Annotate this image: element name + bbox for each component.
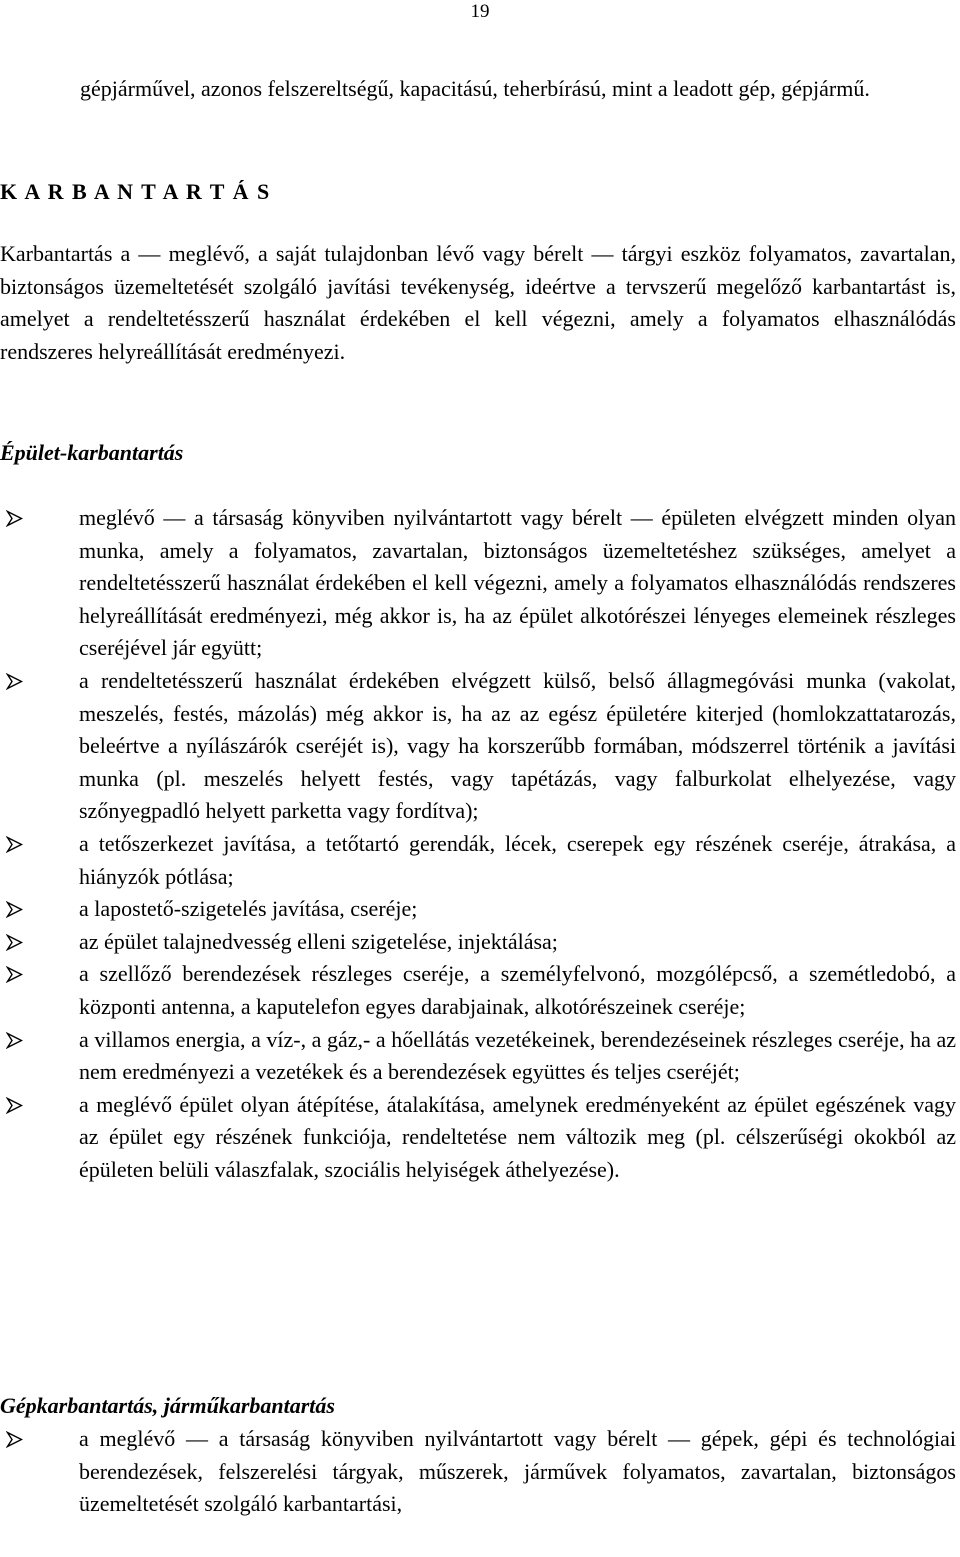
list-item-text: a rendeltetésszerű használat érdekében elvégzett külső, belső állagmegóvási munka (vakolat, meszelés, festés, mázolás) még akkor is, ha az az egész épületére kiterjed (homlokzattatarozás, beleértve a nyílászárók cseréjét is), vagy ha korszerűbb formában, módszerrel történik a javítási munka (pl. meszelés helyett festés, vagy tapétázás, vagy falburkolat elhelyezése, vagy szőnyegpadló helyett parketta vagy fordítva); — [79, 667, 956, 824]
list-item — [0, 926, 956, 959]
list-item — [0, 502, 956, 665]
arrowhead-bullet-icon — [6, 901, 23, 918]
arrowhead-bullet-icon — [6, 966, 23, 983]
page-number: 19 — [470, 1, 490, 22]
list-item — [0, 1089, 956, 1187]
arrowhead-bullet-icon — [6, 673, 23, 690]
list-item-text: a meglévő épület olyan átépítése, átalakítása, amelynek eredményeként az épület egészének vagy az épület egy részének funkciója, rendeltetése nem változik meg (pl. célszerűségi okokból az épületen belüli válaszfalak, szociális helyiségek áthelyezése). — [79, 1091, 956, 1182]
list-item — [0, 958, 956, 1023]
epulet-karbantartas-heading: Épület-karbantartás — [0, 440, 184, 465]
intro-paragraph: gépjárművel, azonos felszereltségű, kapacitású, teherbírású, mint a leadott gép, gépjármű. — [80, 76, 870, 101]
list-item — [0, 828, 956, 893]
list-item-text: a szellőző berendezések részleges cseréje, a személyfelvonó, mozgólépcső, a szemétledobó, a központi antenna, a kaputelefon egyes darabjainak, alkotórészeinek cseréje; — [79, 961, 956, 1019]
list-item — [0, 665, 956, 828]
list-item-text: a villamos energia, a víz-, a gáz,- a hőellátás vezetékeinek, berendezéseinek részleges cseréje, ha az nem eredményezi a vezetékek és a berendezések együttes és teljes cseréjét; — [79, 1026, 956, 1085]
epulet-karbantartas-list — [0, 502, 956, 1186]
arrowhead-bullet-icon — [6, 1431, 23, 1448]
list-item-text: meglévő — a társaság könyviben nyilvántartott vagy bérelt — épületen elvégzett minden olyan munka, amely a folyamatos, zavartalan, biztonságos üzemeltetéshez szükséges, amelyet a rendeltetésszerű használat érdekében el kell végezni, amely a folyamatos elhasználódás rendszeres helyreállítását eredményezi, még akkor is, ha az épület alkotórészei lényeges elemeinek részleges cseréjével jár együtt; — [79, 505, 956, 661]
arrowhead-bullet-icon — [6, 836, 23, 853]
list-item — [0, 1423, 956, 1521]
karbantartas-heading: K A R B A N T A R T Á S — [0, 179, 270, 204]
gep-karbantartas-heading: Gépkarbantartás, járműkarbantartás — [0, 1393, 335, 1418]
list-item-text: a lapostető-szigetelés javítása, cseréje; — [79, 896, 418, 922]
list-item — [0, 893, 956, 926]
arrowhead-bullet-icon — [6, 934, 23, 951]
arrowhead-bullet-icon — [6, 1097, 23, 1114]
list-item — [0, 1024, 956, 1089]
gep-karbantartas-list — [0, 1423, 956, 1521]
arrowhead-bullet-icon — [6, 1032, 23, 1049]
karbantartas-definition: Karbantartás a — meglévő, a saját tulajdonban lévő vagy bérelt — tárgyi eszköz folyamatos, zavartalan, biztonságos üzemeltetését szolgáló javítási tevékenység, ideértve a tervszerű megelőző karbantartást is, amelyet a rendeltetésszerű használat érdekében el kell végezni, amely a folyamatos elhasználódás rendszeres helyreállítását eredményezi. — [0, 241, 956, 364]
arrowhead-bullet-icon — [6, 510, 23, 527]
list-item-text: a meglévő — a társaság könyviben nyilvántartott vagy bérelt — gépek, gépi és technológiai berendezések, felszerelési tárgyak, műszerek, járművek folyamatos, zavartalan, biztonságos üzemeltetését szolgáló karbantartási, — [79, 1426, 956, 1517]
list-item-text: az épület talajnedvesség elleni szigetelése, injektálása; — [79, 928, 558, 954]
list-item-text: a tetőszerkezet javítása, a tetőtartó gerendák, lécek, cserepek egy részének cseréje, átrakása, a hiányzók pótlása; — [79, 830, 956, 889]
